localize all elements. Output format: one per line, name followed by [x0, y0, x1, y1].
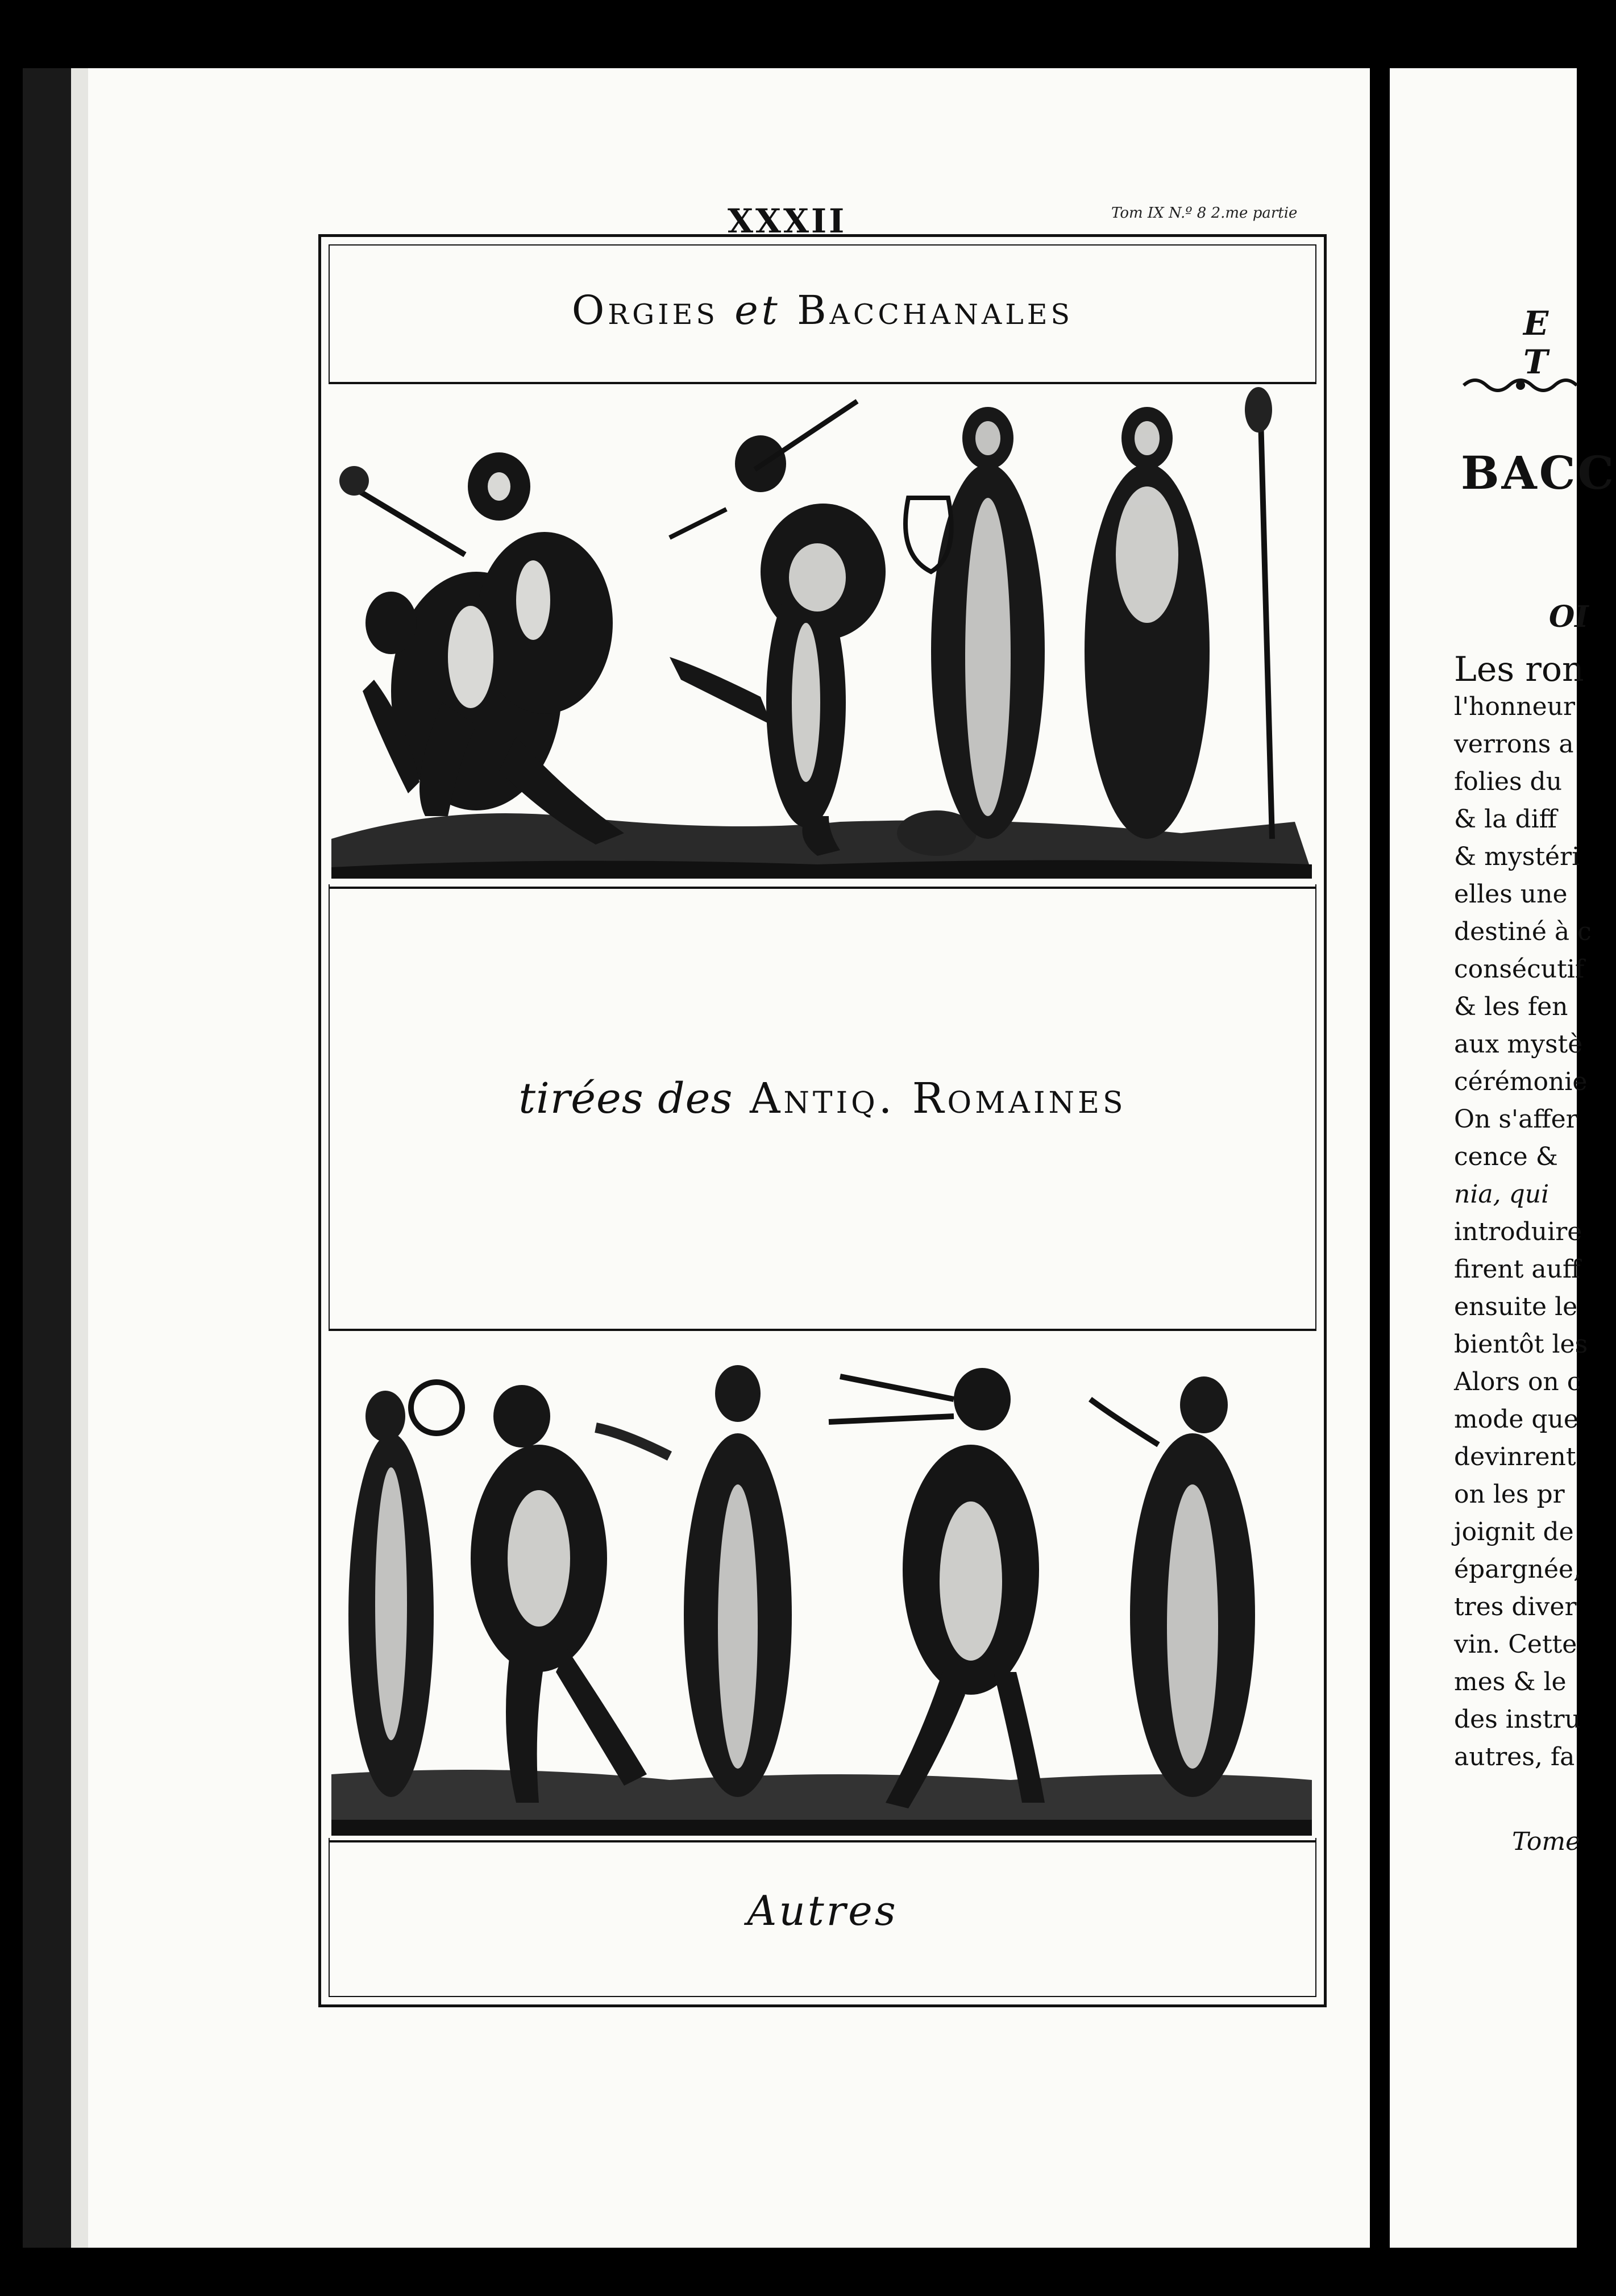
text-line: verrons a — [1454, 730, 1574, 759]
right-section-heading: BACC — [1461, 446, 1616, 500]
text-line: firent auff — [1454, 1255, 1581, 1284]
text-line: consécutif — [1454, 955, 1585, 984]
text-line: on les pr — [1454, 1480, 1565, 1509]
title-conjunction: et — [734, 287, 781, 334]
right-page-footer: Tome — [1512, 1827, 1581, 1856]
text-line: folies du — [1454, 767, 1563, 796]
text-line: l'honneur — [1454, 692, 1576, 721]
text-line: cence & — [1454, 1142, 1558, 1171]
text-line: devinrent — [1454, 1442, 1576, 1471]
scan-border-bottom — [0, 2248, 1577, 2296]
text-line: & les fen — [1454, 992, 1568, 1021]
text-line: cérémonie — [1454, 1067, 1588, 1096]
text-line: tres diver — [1454, 1592, 1577, 1621]
page-gap — [1370, 68, 1390, 2248]
text-line: bientôt les — [1454, 1330, 1588, 1359]
text-line: joignit de — [1454, 1517, 1574, 1546]
page-number: XXXII — [728, 202, 847, 240]
engraving-bacchanal-top — [329, 384, 1316, 884]
text-line: Alors on c — [1454, 1367, 1581, 1396]
text-line: nia, qui — [1454, 1180, 1549, 1209]
plate-title — [329, 287, 1316, 334]
plate-reference: Tom IX N.º 8 2.me partie — [1111, 205, 1298, 222]
text-line: introduire — [1454, 1217, 1582, 1246]
text-line: des instru — [1454, 1705, 1581, 1734]
text-line: vin. Cette — [1454, 1630, 1577, 1659]
subtitle-italic: tirées des — [518, 1074, 733, 1123]
text-line: mode que — [1454, 1405, 1578, 1434]
right-body-text — [1454, 651, 1590, 1776]
text-line: & la diff — [1454, 805, 1557, 834]
text-line: ensuite le — [1454, 1292, 1578, 1321]
text-line: On s'affer — [1454, 1105, 1578, 1134]
subtitle-caps: Antiq. Romaines — [749, 1074, 1127, 1123]
plate-divider — [329, 1840, 1316, 1842]
plate-divider — [329, 887, 1316, 889]
text-line: autres, fa — [1454, 1742, 1575, 1771]
text-line: Les ron — [1454, 650, 1584, 689]
text-line: elles une — [1454, 880, 1568, 909]
text-line: destiné à c — [1454, 917, 1592, 946]
page-gutter — [71, 68, 88, 2248]
text-line: aux mystè — [1454, 1030, 1583, 1059]
book-spine-edge — [23, 68, 71, 2248]
plate-subtitle — [329, 1074, 1316, 1123]
title-part-2: Bacchanales — [797, 287, 1074, 334]
text-line: & mystéri — [1454, 842, 1580, 871]
plate-caption-bottom: Autres — [747, 1887, 898, 1935]
title-part-1: Orgies — [571, 287, 718, 334]
text-line: épargnée, — [1454, 1555, 1582, 1584]
engraving-procession-bottom — [329, 1331, 1316, 1838]
right-running-header: E T — [1523, 304, 1555, 381]
right-subheading: OI — [1549, 600, 1589, 634]
text-line: mes & le — [1454, 1667, 1567, 1696]
ornament-divider — [1464, 375, 1577, 396]
